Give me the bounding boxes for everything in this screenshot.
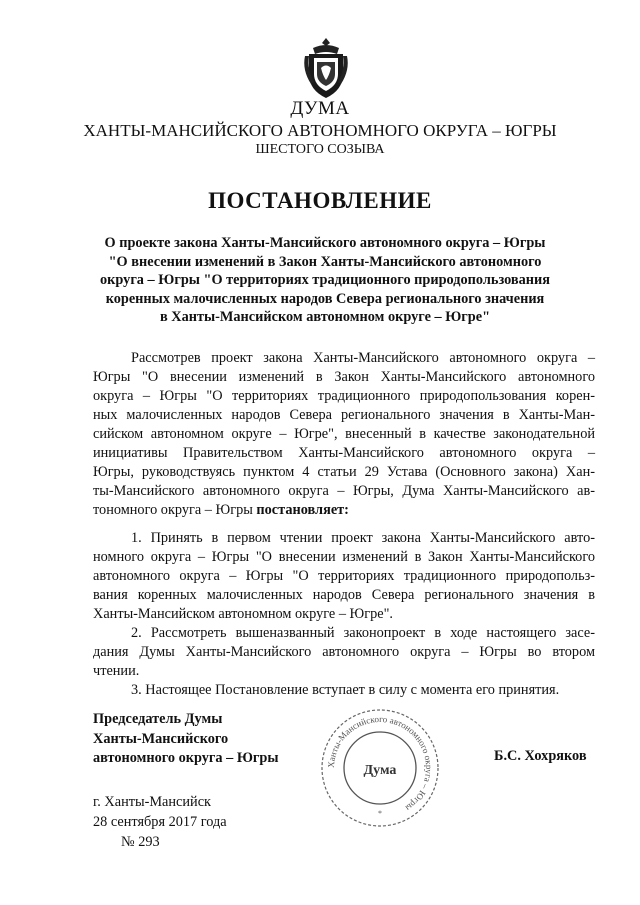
preamble-last-line — [93, 501, 595, 520]
signer-name: Б.С. Хохряков — [494, 748, 587, 764]
document-number: № 293 — [121, 834, 160, 850]
official-stamp — [316, 704, 444, 832]
item-3-line: 3. Настоящее Постановление вступает в силу с момента его принятия. — [131, 682, 560, 698]
signer-title-line: Ханты-Мансийского — [93, 730, 229, 747]
preamble-line: сийском автономном округе – Югре", внесенный в качестве законодательной — [93, 426, 595, 442]
document-title: ПОСТАНОВЛЕНИЕ — [208, 188, 432, 213]
stamp-star-icon: * — [378, 809, 382, 818]
decree-word: постановляет: — [256, 502, 349, 518]
item-1-line: вания коренных малочисленных народов Севера регионального значения в — [93, 587, 595, 603]
preamble-line: Югры, руководствуясь пунктом 4 статьи 29 Устава (Основного закона) Хан- — [93, 464, 595, 480]
preamble-line: ты-Мансийского автономного округа – Югры, Дума Ханты-Мансийского ав- — [93, 483, 595, 499]
preamble-line-text: тономного округа – Югры — [93, 502, 257, 518]
document-footer — [93, 792, 227, 852]
subject-line: коренных малочисленных народов Севера регионального значения — [105, 290, 545, 307]
resolution-items — [93, 529, 595, 700]
coat-of-arms-icon — [301, 36, 351, 102]
item-2-line: дания Думы Ханты-Мансийского автономного округа – Югры во втором — [93, 644, 595, 660]
preamble-line: Рассмотрев проект закона Ханты-Мансийского автономного округа – — [131, 350, 595, 366]
item-1-line: Ханты-Мансийском автономном округе – Югре". — [93, 606, 394, 622]
stamp-center-text: Дума — [363, 763, 397, 778]
item-2-line: чтении. — [93, 663, 140, 679]
item-2-line: 2. Рассмотреть вышеназванный законопроект в ходе настоящего засе- — [131, 625, 595, 641]
signer-title — [93, 710, 279, 769]
preamble-line: инициативы Правительством Ханты-Мансийского автономного округа – — [93, 445, 595, 461]
signer-title-line: автономного округа – Югры — [93, 750, 279, 766]
convocation: ШЕСТОГО СОЗЫВА — [255, 142, 385, 157]
preamble-line: Югры "О внесении изменений в Закон Ханты-Мансийского автономного — [93, 369, 595, 385]
date: 28 сентября 2017 года — [93, 814, 227, 830]
item-1-line: автономного округа – Югры "О территориях традиционного природопольз- — [93, 568, 595, 584]
subject-line: округа – Югры "О территориях традиционного природопользования — [100, 272, 550, 288]
signer-title-line: Председатель Думы — [93, 711, 223, 727]
preamble-line: округа – Югры "О территориях традиционного природопользования корен- — [93, 388, 595, 404]
organization-name: ДУМА — [290, 98, 350, 119]
preamble-paragraph — [93, 349, 595, 520]
item-1-line: 1. Принять в первом чтении проект закона Ханты-Мансийского авто- — [131, 530, 595, 546]
item-1-line: номного округа – Югры "О внесении изменений в Закон Ханты-Мансийского — [93, 549, 595, 565]
region-name: ХАНТЫ-МАНСИЙСКОГО АВТОНОМНОГО ОКРУГА – ЮГРЫ — [83, 121, 557, 140]
place: г. Ханты-Мансийск — [93, 794, 211, 810]
stamp-ring-text: Ханты-Мансийского автономного округа – Югры — [325, 713, 435, 814]
subject-line: О проекте закона Ханты-Мансийского автономного округа – Югры — [104, 235, 546, 251]
preamble-line: ных малочисленных народов Севера регионального значения в Ханты-Ман- — [93, 407, 595, 423]
document-subject — [80, 234, 570, 327]
subject-line: в Ханты-Мансийском автономном округе – Югре" — [159, 309, 491, 325]
subject-line: "О внесении изменений в Закон Ханты-Мансийского автономного — [108, 253, 542, 270]
